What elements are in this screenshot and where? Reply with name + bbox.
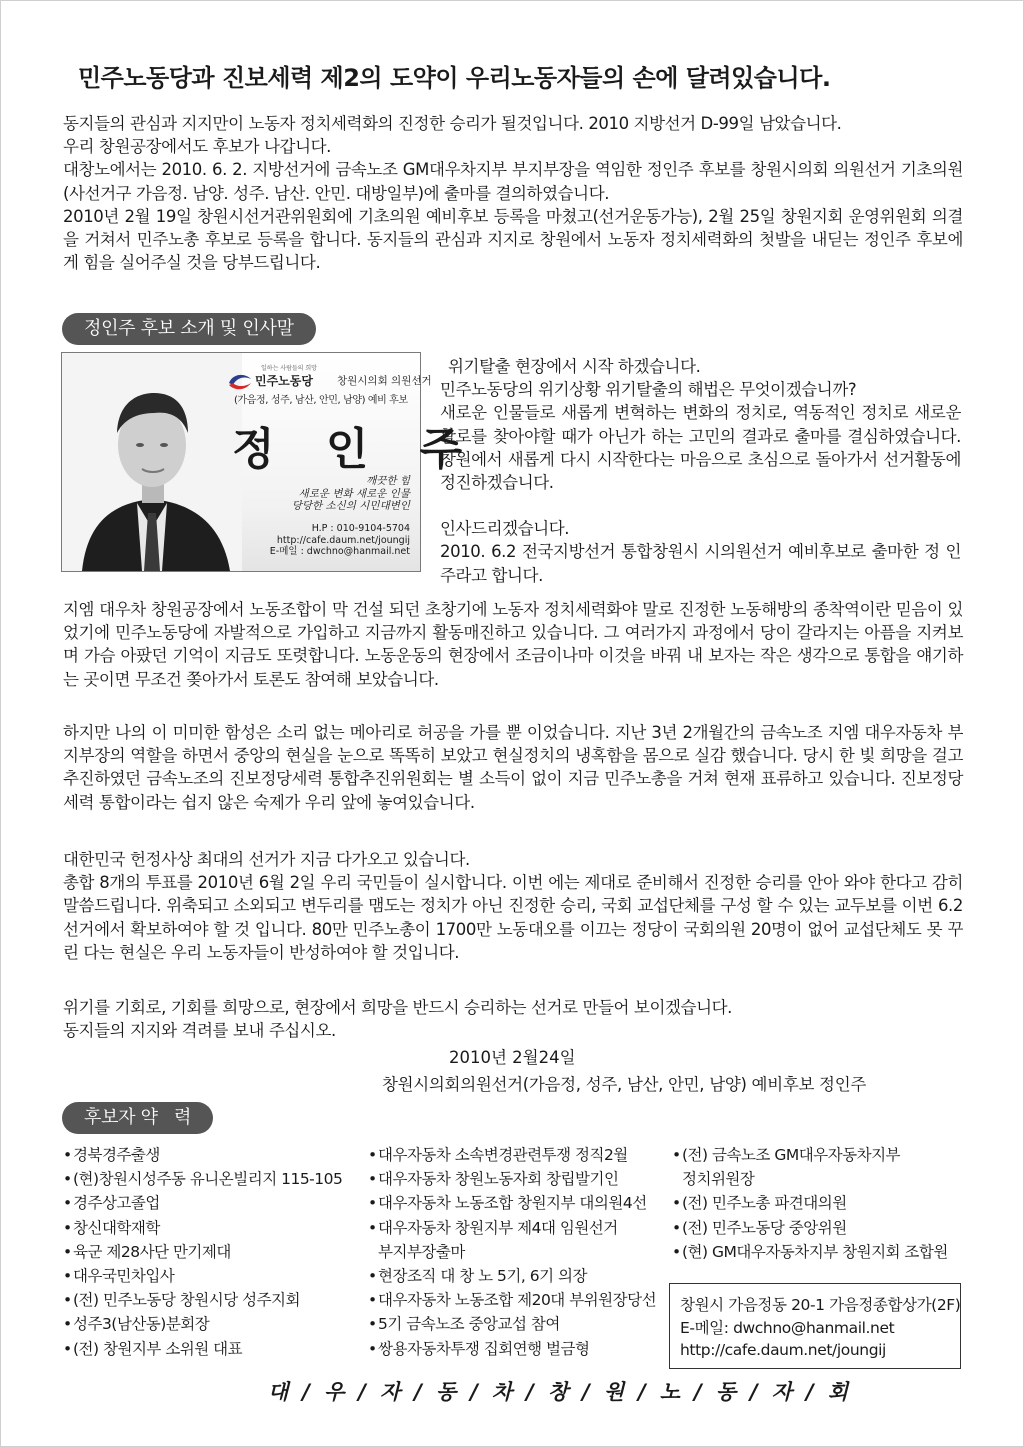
body-paragraph-1: 지엠 대우차 창원공장에서 노동조합이 막 건설 되던 초창기에 노동자 정치세력화야 말로 진정한 노동해방의 종착역이란 믿음이 있었기에 민주노동당에 자발적으로 가입하고 지금까지 활동매진하고 있습니다. 그 여러가지 과정에서 당이 갈라지는 아픔을 지켜보며 가슴 아팠던 기억이 지금도 또렷합니다. 노동운동의 현장에서 조금이나마 이것을 바꿔 내 보자는 작은 생각으로 통합을 얘기하는 곳이면 무조건 쫒아가서 토론도 참여해 보았습니다. xyxy=(63,600,963,689)
career-title: 후보자 약 력 xyxy=(62,1102,213,1134)
career-column-1 xyxy=(63,1143,342,1361)
career-item: •(전) 민주노동당 중앙위원 xyxy=(672,1218,847,1237)
career-item: •현장조직 대 창 노 5기, 6기 의장 xyxy=(368,1267,587,1286)
contact-url: http://cafe.daum.net/joungij xyxy=(680,1341,886,1359)
footer-letter: 자 xyxy=(771,1380,796,1404)
career-item: •(전) 창원지부 소위원 대표 xyxy=(63,1339,243,1358)
card-role: 창원시의회 의원선거 xyxy=(337,375,432,387)
footer-separator: / xyxy=(302,1380,313,1404)
career-list xyxy=(368,1264,656,1361)
footer-letter: 대 xyxy=(268,1380,292,1404)
section-intro-title: 정인주 후보 소개 및 인사말 xyxy=(62,313,316,345)
card-email: E-메일 : dwchno@hanmail.net xyxy=(269,546,410,557)
intro-line: 우리 창원공장에서도 후보가 나갑니다. xyxy=(63,137,332,157)
intro-section xyxy=(63,112,963,274)
career-item: •(현)창원시성주동 유니온빌리지 115-105 xyxy=(63,1170,343,1189)
footer-separator: / xyxy=(694,1380,705,1404)
slogan-line: 당당한 소신의 시민대변인 xyxy=(291,500,410,512)
footer-letter: 동 xyxy=(715,1380,740,1404)
slogan-line: 깨끗한 힘 xyxy=(366,475,410,487)
footer-letter: 원 xyxy=(603,1380,628,1404)
footer-separator: / xyxy=(470,1380,481,1404)
party-logo-icon xyxy=(227,371,253,391)
body-line: 위기를 기회로, 기회를 희망으로, 현장에서 희망을 반드시 승리하는 선거로 만들어 보이겠습니다. xyxy=(63,998,733,1017)
party-name: 민주노동당 xyxy=(255,374,313,388)
slogan-line: 새로운 변화 새로운 인물 xyxy=(298,487,410,500)
contact-address: 창원시 가음정동 20-1 가음정종합상가(2F) xyxy=(680,1296,961,1314)
signature-line: 창원시의회의원선거(가음정, 성주, 남산, 안민, 남양) 예비후보 정인주 xyxy=(382,1075,866,1094)
greeting-line: 2010. 6.2 전국지방선거 통합창원시 시의원선거 예비후보로 출마한 정 인 주라고 합니다. xyxy=(440,542,961,585)
candidate-photo xyxy=(62,353,242,571)
body-line: 동지들의 지지와 격려를 보내 주십시오. xyxy=(63,1021,336,1041)
card-district: (가음정, 성주, 남산, 안민, 남양) 예비 후보 xyxy=(234,395,408,406)
greeting-line: 새로운 인물들로 새롭게 변혁하는 변화의 정치로, 역동적인 정치로 새로운 활로를 찾아야할 때가 아닌가 하는 고민의 결과로 출마를 결심하였습니다. 창원에서 새롭게 다시 시작한다는 마음으로 초심으로 돌아가서 선거활동에 정진하겠습니다. xyxy=(440,403,961,493)
card-url: http://cafe.daum.net/joungij xyxy=(276,534,410,546)
career-list xyxy=(63,1143,342,1361)
body-line: 총합 8개의 투표를 2010년 6월 2일 우리 국민들이 실시합니다. 이번 에는 제대로 준비해서 진정한 승리를 안아 와야 한다고 감히 말씀드립니다. 위축되고 소외되고 변두리를 맴도는 정치가 아닌 진정한 승리, 국회 교섭단체를 구성 할 수 있는 교두보를 이번 6.2선거에서 확보하여야 할 것 입니다. 80만 민주노총이 1700만 노동대오를 이끄는 정당이 국회의원 20명이 없어 교섭단체도 못 꾸린 다는 현실은 우리 노동자들이 반성하여야 할 것입니다. xyxy=(63,873,963,962)
footer-letter: 우 xyxy=(323,1380,348,1404)
card-slogan xyxy=(292,475,410,513)
career-item: •5기 금속노조 중앙교섭 참여 xyxy=(368,1315,560,1334)
career-item: •쌍용자동차투쟁 집회연행 벌금형 xyxy=(368,1339,590,1358)
footer-separator: / xyxy=(582,1380,593,1404)
footer-org-name xyxy=(268,1376,851,1406)
career-item: •(전) 민주노동당 창원시당 성주지회 xyxy=(63,1291,300,1310)
career-item: •육군 제28사단 만기제대 xyxy=(63,1242,231,1261)
footer-separator: / xyxy=(806,1380,817,1404)
footer-separator: / xyxy=(750,1380,761,1404)
career-item: •(전) 금속노조 GM대우자동차지부 정치위원장 xyxy=(672,1146,901,1189)
footer-separator: / xyxy=(526,1380,537,1404)
career-list xyxy=(672,1191,948,1264)
career-list xyxy=(368,1143,656,1264)
body-paragraph-3 xyxy=(63,848,963,964)
career-item: •창신대학재학 xyxy=(63,1218,160,1237)
career-column-3 xyxy=(672,1143,948,1264)
party-tagline: 일하는 사람들의 희망 xyxy=(261,365,317,372)
intro-line: 동지들의 관심과 지지만이 노동자 정치세력화의 진정한 승리가 될것입니다. 2010 지방선거 D-99일 남았습니다. xyxy=(63,114,842,133)
body-paragraph-2: 하지만 나의 이 미미한 함성은 소리 없는 메아리로 허공을 가를 뿐 이었습니다. 지난 3년 2개월간의 금속노조 지엠 대우자동차 부지부장의 역할을 하면서 중앙의 현실을 눈으로 똑똑히 보았고 현실정치의 냉혹함을 몸으로 실감 했습니다. 당시 한 빛 희망을 걸고 추진하였던 금속노조의 진보정당세력 통합추진위원회는 별 소득이 없이 지금 민주노총을 거쳐 현재 표류하고 있습니다. 진보정당세력 통합이라는 쉽지 않은 숙제가 우리 앞에 놓여있습니다. xyxy=(63,723,963,812)
intro-line: 대창노에서는 2010. 6. 2. 지방선거에 금속노조 GM대우차지부 부지부장을 역임한 정인주 후보를 창원시의회 의원선거 기초의원(사선거구 가음정. 남양. 성주. 남산. 안민. 대방일부)에 출마를 결의하였습니다. xyxy=(63,160,963,203)
contact-box xyxy=(669,1283,961,1369)
footer-letter: 자 xyxy=(379,1380,404,1404)
footer-letter: 노 xyxy=(659,1380,684,1404)
greeting-section xyxy=(440,355,961,587)
card-contact xyxy=(270,523,410,558)
footer-letter: 회 xyxy=(827,1380,851,1404)
footer-separator: / xyxy=(358,1380,369,1404)
footer-separator: / xyxy=(638,1380,649,1404)
greeting-line: 민주노동당의 위기상황 위기탈출의 해법은 무엇이겠습니까? xyxy=(440,380,857,400)
career-item: •성주3(남산동)분회장 xyxy=(63,1315,210,1334)
career-item: •(전) 민주노총 파견대의원 xyxy=(672,1194,847,1213)
career-item: •대우국민차입사 xyxy=(63,1267,175,1286)
card-name: 정 인 주 xyxy=(232,424,481,475)
contact-email: E-메일: dwchno@hanmail.net xyxy=(680,1318,895,1337)
page-title: 민주노동당과 진보세력 제2의 도약이 우리노동자들의 손에 달려있습니다. xyxy=(78,64,831,92)
card-phone: H.P : 010-9104-5704 xyxy=(311,523,410,534)
footer-letter: 차 xyxy=(491,1380,516,1404)
career-list xyxy=(672,1143,948,1191)
career-column-2 xyxy=(368,1143,656,1361)
footer-separator: / xyxy=(414,1380,425,1404)
party-logo xyxy=(227,365,432,391)
greeting-line: 인사드리겠습니다. xyxy=(440,519,570,539)
body-line: 대한민국 헌정사상 최대의 선거가 지금 다가오고 있습니다. xyxy=(63,850,470,869)
candidate-card xyxy=(61,352,481,572)
career-item: •대우자동차 창원지부 제4대 임원선거 부지부장출마 xyxy=(368,1218,618,1261)
date-line: 2010년 2월24일 xyxy=(449,1048,576,1067)
career-item: •(현) GM대우자동차지부 창원지회 조합원 xyxy=(672,1242,948,1261)
career-item: •대우자동차 창원노동자회 창립발기인 xyxy=(368,1170,619,1189)
footer-letter: 창 xyxy=(547,1380,572,1404)
career-item: •경주상고졸업 xyxy=(63,1194,160,1213)
footer-letter: 동 xyxy=(435,1380,460,1404)
body-paragraph-4 xyxy=(63,996,963,1042)
career-item: •대우자동차 소속변경관련투쟁 정직2월 xyxy=(368,1146,628,1164)
career-item: •경북경주출생 xyxy=(63,1146,160,1164)
intro-line: 2010년 2월 19일 창원시선거관위원회에 기초의원 예비후보 등록을 마쳤고(선거운동가능), 2월 25일 창원지회 운영위원회 의결을 거쳐서 민주노총 후보로 등록을 합니다. 동지들의 관심과 지지로 창원에서 노동자 정치세력화의 첫발을 내딛는 정인주 후보에게 힘을 실어주실 것을 당부드립니다. xyxy=(63,206,963,273)
greeting-line: 위기탈출 현장에서 시작 하겠습니다. xyxy=(448,357,701,376)
career-item: •대우자동차 노동조합 제20대 부위원장당선 xyxy=(368,1291,657,1310)
career-item: •대우자동차 노동조합 창원지부 대의원4선 xyxy=(368,1194,647,1213)
